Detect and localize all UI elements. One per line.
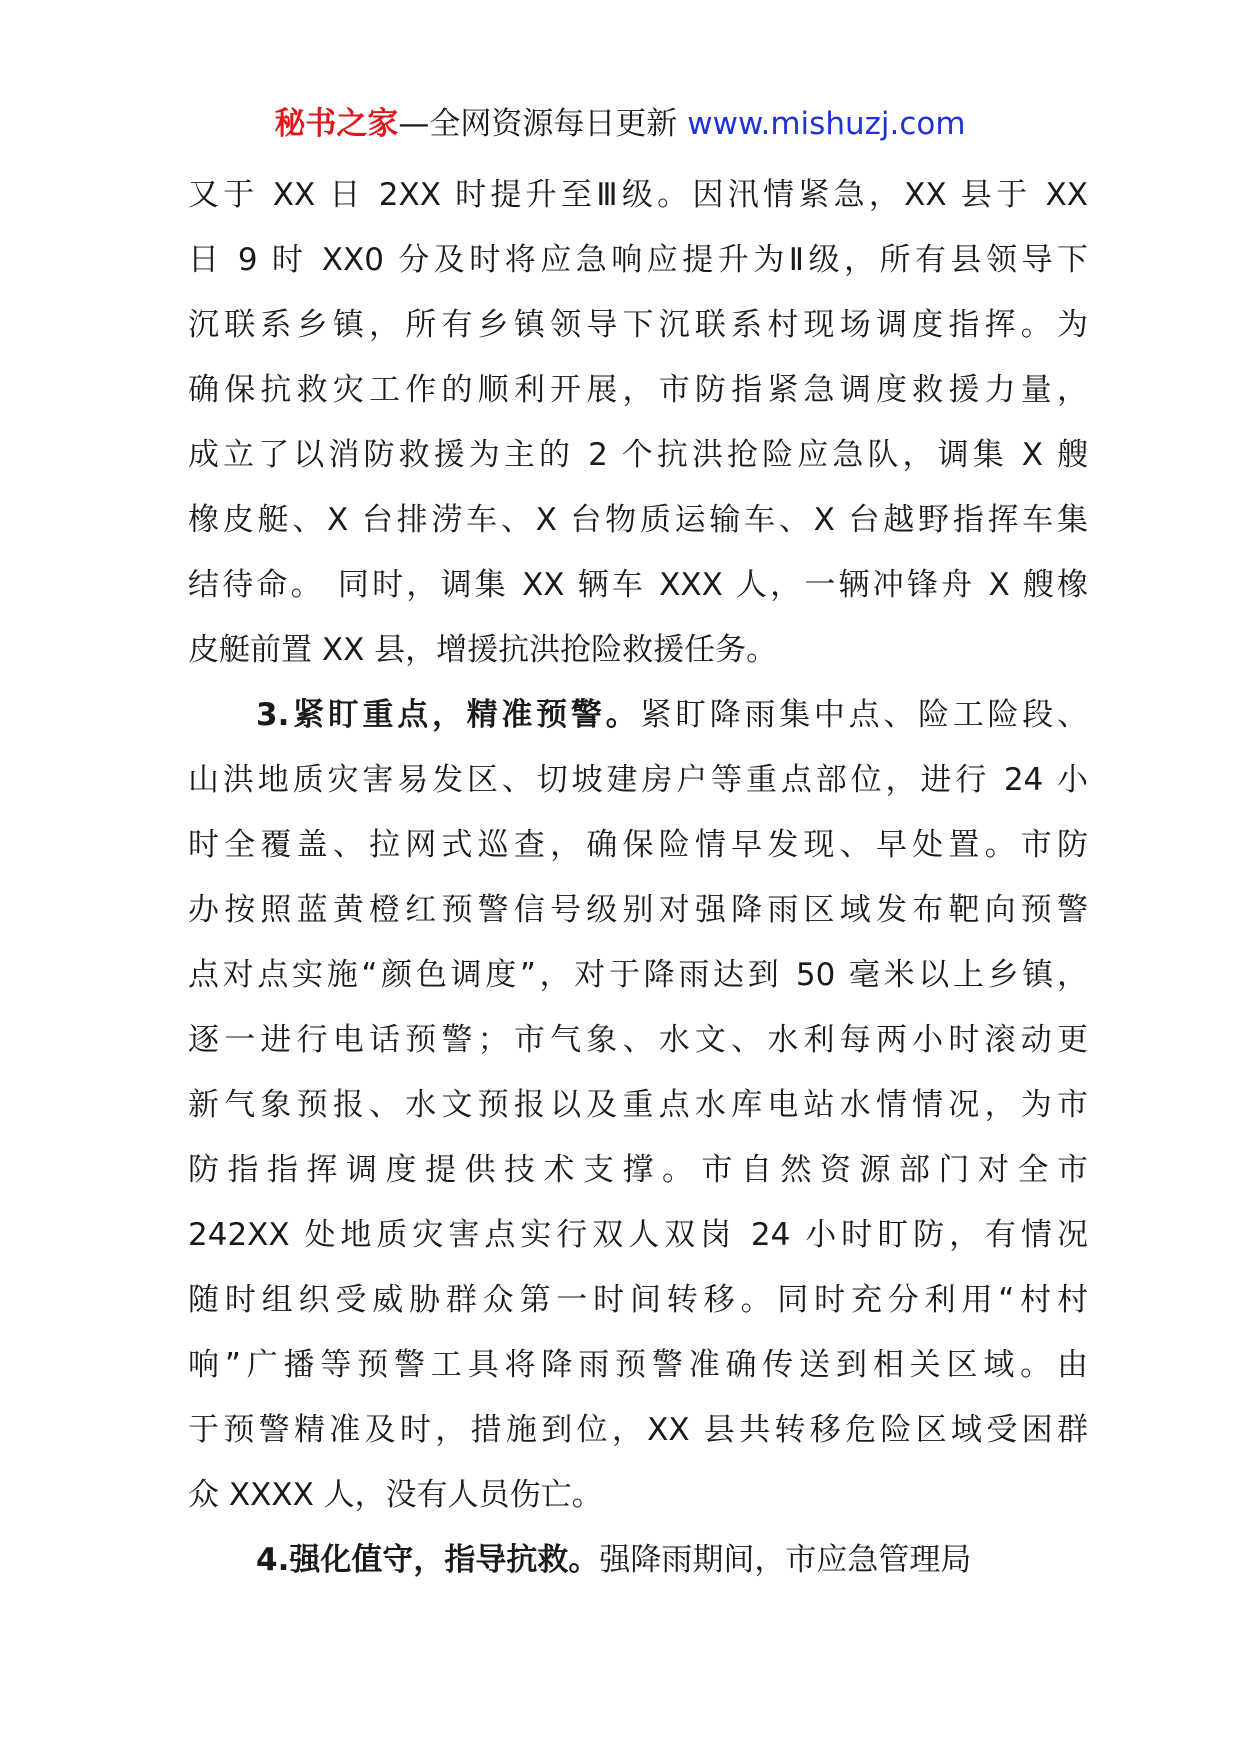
text-line: 防指指挥调度提供技术支撑。市自然资源部门对全市	[188, 1152, 1088, 1188]
text-line: 皮艇前置 XX 县，增援抗洪抢险救援任务。	[188, 632, 778, 668]
section-first-line	[188, 1528, 1088, 1593]
site-header	[0, 100, 1240, 148]
text-line: 日 9 时 XX0 分及时将应急响应提升为Ⅱ级，所有县领导下	[188, 242, 1088, 278]
text-line: 随时组织受威胁群众第一时间转移。同时充分利用“村村	[188, 1282, 1088, 1318]
document-body	[188, 163, 1088, 1593]
text-line: 点对点实施“颜色调度”，对于降雨达到 50 毫米以上乡镇，	[188, 957, 1088, 993]
paragraph-precise-warning	[188, 683, 1088, 1528]
text-line: 时全覆盖、拉网式巡查，确保险情早发现、早处置。市防	[188, 827, 1088, 863]
text-line: 242XX 处地质灾害点实行双人双岗 24 小时盯防，有情况	[188, 1217, 1088, 1253]
section-first-line	[188, 683, 1088, 748]
section-first-line-text: 强降雨期间，市应急管理局	[599, 1542, 972, 1578]
text-line: 众 XXXX 人，没有人员伤亡。	[188, 1477, 603, 1513]
text-line: 于预警精准及时，措施到位，XX 县共转移危险区域受困群	[188, 1412, 1088, 1448]
paragraph-response-escalation	[188, 163, 1088, 683]
text-line: 确保抗救灾工作的顺利开展，市防指紧急调度救援力量，	[188, 372, 1088, 408]
text-line: 响”广播等预警工具将降雨预警准确传送到相关区域。由	[188, 1347, 1088, 1383]
text-line: 结待命。 同时，调集 XX 辆车 XXX 人，一辆冲锋舟 X 艘橡	[188, 567, 1088, 603]
site-url-link[interactable]: www.mishuzj.com	[687, 106, 966, 142]
paragraph-duty-guidance	[188, 1528, 1088, 1593]
header-tagline: —全网资源每日更新	[398, 106, 678, 142]
text-line: 又于 XX 日 2XX 时提升至Ⅲ级。因汛情紧急，XX 县于 XX	[188, 177, 1088, 213]
section-heading-4: 4.强化值守，指导抗救。	[256, 1542, 600, 1578]
text-line: 山洪地质灾害易发区、切坡建房户等重点部位，进行 24 小	[188, 762, 1088, 798]
text-line: 沉联系乡镇，所有乡镇领导下沉联系村现场调度指挥。为	[188, 307, 1088, 343]
text-line: 成立了以消防救援为主的 2 个抗洪抢险应急队，调集 X 艘	[188, 437, 1088, 473]
text-line: 橡皮艇、X 台排涝车、X 台物质运输车、X 台越野指挥车集	[188, 502, 1088, 538]
text-line: 办按照蓝黄橙红预警信号级别对强降雨区域发布靶向预警	[188, 892, 1088, 928]
brand-name: 秘书之家	[274, 106, 399, 142]
section-heading-3: 3.紧盯重点，精准预警。	[256, 697, 641, 733]
text-line: 新气象预报、水文预报以及重点水库电站水情情况，为市	[188, 1087, 1088, 1123]
section-first-line-text: 紧盯降雨集中点、险工险段、	[640, 697, 1088, 733]
text-line: 逐一进行电话预警；市气象、水文、水利每两小时滚动更	[188, 1022, 1088, 1058]
